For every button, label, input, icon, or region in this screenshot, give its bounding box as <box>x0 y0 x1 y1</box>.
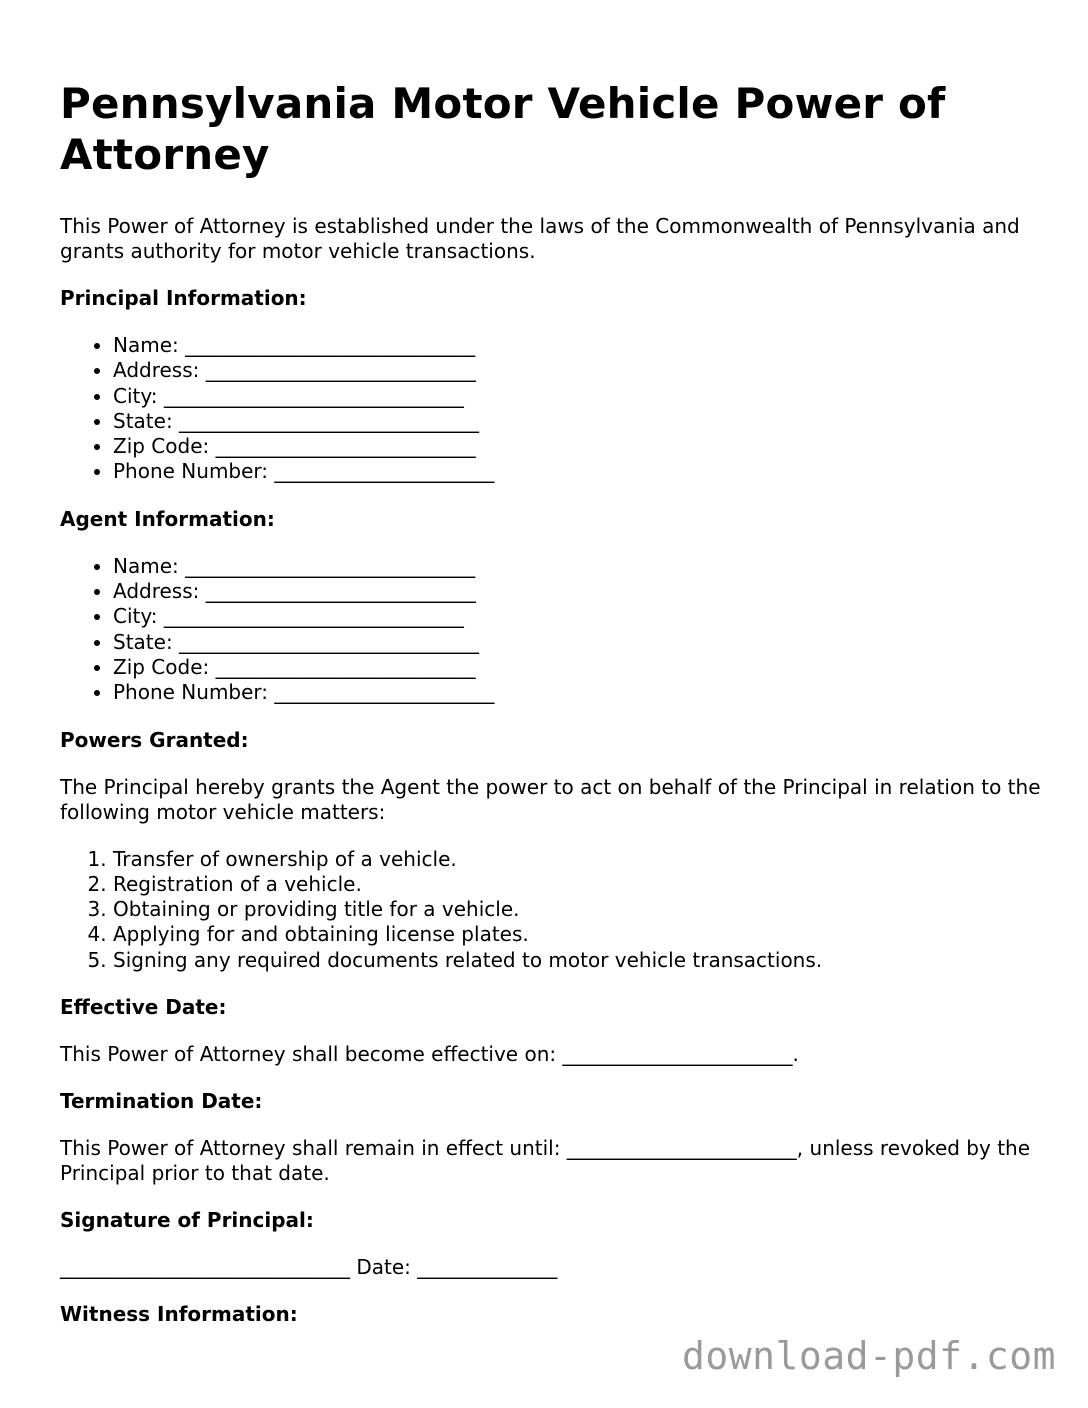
agent-zip-field: • Zip Code: __________________________ <box>113 655 1050 680</box>
power-item: 2. Registration of a vehicle. <box>113 872 1050 897</box>
powers-list <box>60 847 1050 973</box>
agent-state-field: • State: ______________________________ <box>113 630 1050 655</box>
agent-address-field: • Address: ___________________________ <box>113 579 1050 604</box>
powers-heading: Powers Granted: <box>60 727 249 752</box>
principal-phone-field: • Phone Number: ______________________ <box>113 459 1050 484</box>
principal-heading: Principal Information: <box>60 286 307 310</box>
document-title: Pennsylvania Motor Vehicle Power of Attorney <box>60 79 946 179</box>
principal-address-field: • Address: ___________________________ <box>113 358 1050 383</box>
principal-zip-field: • Zip Code: __________________________ <box>113 434 1050 459</box>
effective-date-heading: Effective Date: <box>60 995 227 1020</box>
effective-date-paragraph: This Power of Attorney shall become effective on: _______________________. <box>60 1042 799 1067</box>
signature-line: _____________________________ Date: ______________ <box>60 1255 558 1280</box>
principal-name-field: • Name: _____________________________ <box>113 333 1050 358</box>
agent-heading: Agent Information: <box>60 506 275 531</box>
principal-fields <box>60 333 1050 485</box>
witness-heading: Witness Information: <box>60 1302 298 1327</box>
agent-fields <box>60 554 1050 706</box>
power-item: 5. Signing any required documents related to motor vehicle transactions. <box>113 948 1050 973</box>
powers-paragraph: The Principal hereby grants the Agent the power to act on behalf of the Principal in relation to the following motor vehicle matters: <box>60 774 1041 824</box>
signature-heading: Signature of Principal: <box>60 1208 314 1233</box>
termination-date-paragraph: This Power of Attorney shall remain in effect until: _______________________, unless revoked by the Principal prior to that date. <box>60 1136 1031 1186</box>
agent-name-field: • Name: _____________________________ <box>113 554 1050 579</box>
termination-date-heading: Termination Date: <box>60 1089 263 1114</box>
power-item: 3. Obtaining or providing title for a vehicle. <box>113 897 1050 922</box>
principal-city-field: • City: ______________________________ <box>113 384 1050 409</box>
power-item: 1. Transfer of ownership of a vehicle. <box>113 847 1050 872</box>
watermark: download-pdf.com <box>681 1334 1056 1378</box>
document-page <box>60 0 1050 1327</box>
agent-phone-field: • Phone Number: ______________________ <box>113 680 1050 705</box>
agent-city-field: • City: ______________________________ <box>113 604 1050 629</box>
power-item: 4. Applying for and obtaining license plates. <box>113 922 1050 947</box>
principal-state-field: • State: ______________________________ <box>113 409 1050 434</box>
intro-paragraph: This Power of Attorney is established under the laws of the Commonwealth of Pennsylvania and grants authority for motor vehicle transactions. <box>60 214 1020 263</box>
